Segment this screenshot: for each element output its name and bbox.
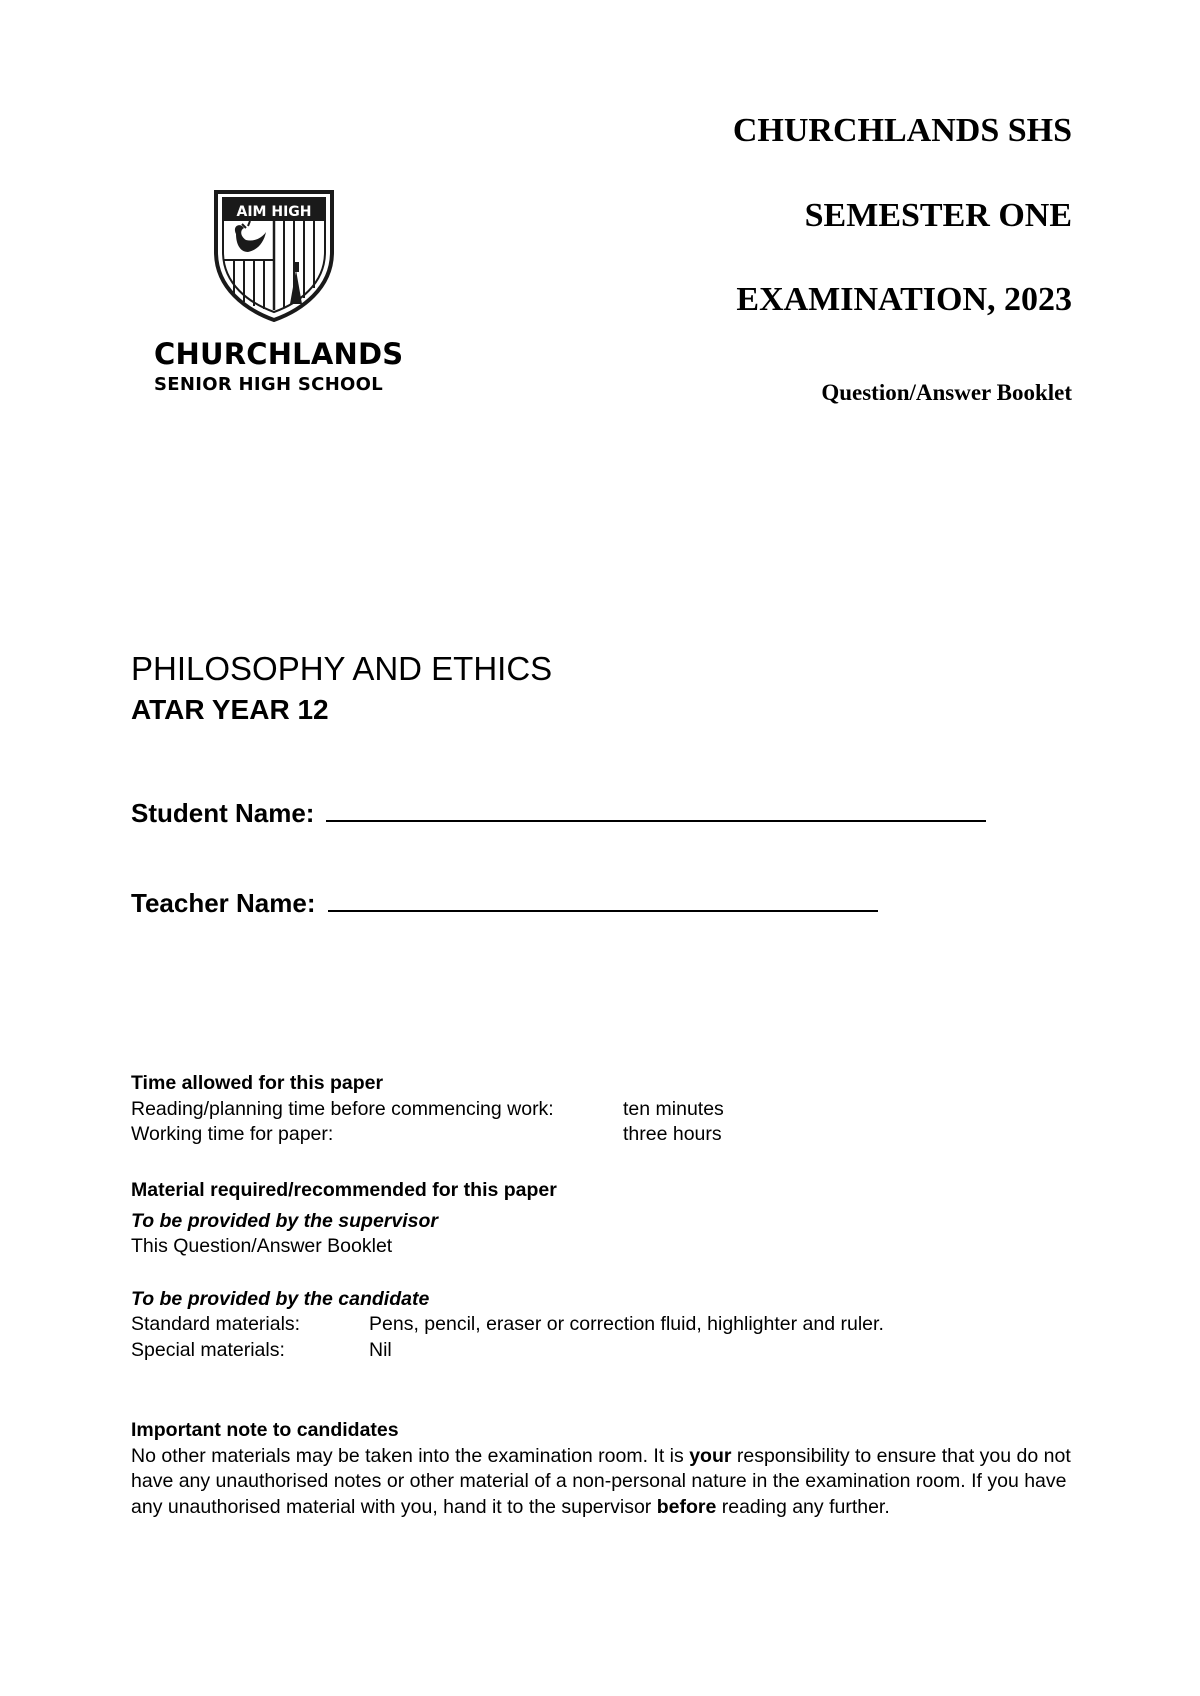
- school-crest-icon: [210, 190, 338, 322]
- teacher-name-field: [131, 888, 878, 919]
- materials-row-value: Nil: [369, 1338, 392, 1361]
- supervisor-heading: To be provided by the supervisor: [131, 1209, 439, 1232]
- exam-heading: EXAMINATION, 2023: [736, 281, 1072, 318]
- candidate-heading: To be provided by the candidate: [131, 1287, 430, 1310]
- note-body: [131, 1444, 1081, 1521]
- student-name-field: [131, 798, 986, 829]
- note-heading: Important note to candidates: [131, 1419, 399, 1441]
- logo-school-name: CHURCHLANDS: [154, 337, 404, 371]
- note-text: reading any further.: [716, 1495, 890, 1518]
- time-section: [131, 1071, 724, 1148]
- note-emphasis: your: [689, 1444, 732, 1467]
- time-row: [131, 1122, 724, 1148]
- subject-title: PHILOSOPHY AND ETHICS: [131, 650, 553, 687]
- teacher-name-line[interactable]: [328, 888, 878, 912]
- materials-row-label: Special materials:: [131, 1338, 285, 1361]
- time-row-value: three hours: [623, 1123, 722, 1145]
- materials-row-value: Pens, pencil, eraser or correction fluid, highlighter and ruler.: [369, 1313, 884, 1335]
- supervisor-item: This Question/Answer Booklet: [131, 1235, 393, 1257]
- logo-school-subtitle: SENIOR HIGH SCHOOL: [154, 374, 384, 395]
- booklet-heading: Question/Answer Booklet: [821, 380, 1072, 405]
- materials-row: [131, 1338, 884, 1364]
- note-text: No other materials may be taken into the examination room. It is: [131, 1444, 690, 1467]
- school-heading: CHURCHLANDS SHS: [732, 112, 1072, 149]
- student-name-label: Student Name:: [131, 798, 315, 828]
- student-name-line[interactable]: [326, 798, 986, 822]
- materials-heading: Material required/recommended for this paper: [131, 1179, 557, 1201]
- semester-heading: SEMESTER ONE: [804, 197, 1072, 234]
- time-row-label: Reading/planning time before commencing work:: [131, 1097, 554, 1120]
- materials-row: [131, 1312, 884, 1338]
- time-row-label: Working time for paper:: [131, 1123, 334, 1145]
- materials-section: [131, 1178, 884, 1363]
- subject-level: ATAR YEAR 12: [131, 694, 329, 725]
- time-row: [131, 1097, 724, 1123]
- svg-text:AIM HIGH: AIM HIGH: [236, 204, 312, 220]
- teacher-name-label: Teacher Name:: [131, 888, 316, 918]
- important-note: [131, 1418, 1081, 1520]
- time-row-value: ten minutes: [623, 1097, 724, 1120]
- note-emphasis: before: [656, 1495, 717, 1518]
- materials-row-label: Standard materials:: [131, 1313, 301, 1335]
- note-text: responsibility to ensure that you do not have any unauthorised notes or other material of a non-personal nature in the examination room. If you have any unauthorised material with you, hand it to the supervisor: [131, 1444, 1071, 1518]
- time-heading: Time allowed for this paper: [131, 1072, 384, 1094]
